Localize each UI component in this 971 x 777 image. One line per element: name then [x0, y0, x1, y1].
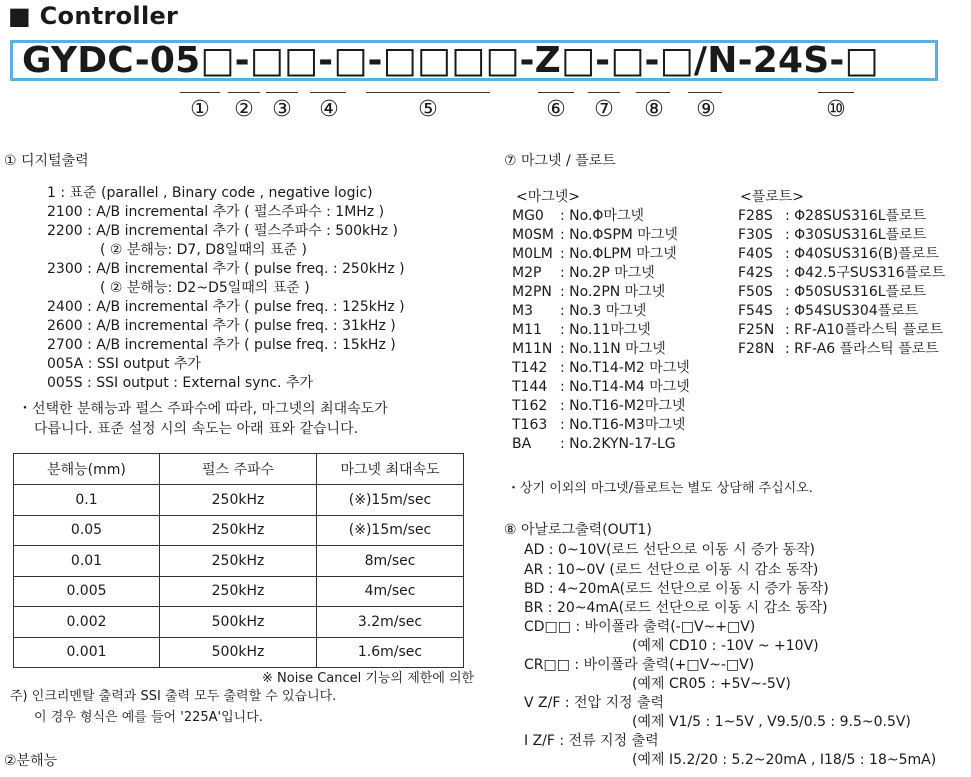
- position-number: ⑥: [546, 97, 566, 122]
- position-number: ①: [190, 97, 210, 122]
- section-heading-magnet-float: ⑦ 마그넷 / 플로트: [504, 153, 616, 169]
- float-desc: : RF-A6 플라스틱 플로트: [785, 341, 939, 357]
- output-option: 005S : SSI output : External sync. 추가: [47, 375, 314, 391]
- magnet-code: T162: [512, 398, 548, 414]
- float-desc: : Φ54SUS304플로트: [785, 303, 919, 319]
- analog-option: CR□□ : 바이폴라 출력(+□V~-□V): [524, 657, 755, 673]
- magnet-code: MG0: [512, 208, 544, 224]
- magnet-code: M2PN: [512, 284, 552, 300]
- table-cell: 0.1: [14, 485, 160, 516]
- position-number: ⑩: [826, 97, 846, 122]
- table-row: [14, 637, 464, 668]
- speed-note: 다릅니다. 표준 설정 시의 속도는 아래 표와 같습니다.: [34, 421, 359, 437]
- float-desc: : Φ28SUS316L플로트: [785, 208, 927, 224]
- magnet-desc: : No.2PN 마그넷: [560, 284, 666, 300]
- table-row: [14, 607, 464, 638]
- magnet-list-title: <마그넷>: [516, 189, 581, 205]
- magnet-code: M3: [512, 303, 533, 319]
- output-option: 2400 : A/B incremental 추가 ( pulse freq. : 125kHz ): [47, 299, 405, 315]
- analog-option: I Z/F : 전류 지정 출력: [524, 733, 659, 749]
- section-heading-analog-output: ⑧ 아날로그출력(OUT1): [504, 522, 652, 538]
- output-option: 2600 : A/B incremental 추가 ( pulse freq. : 31kHz ): [47, 318, 396, 334]
- analog-example: (예제 V1/5 : 1~5V , V9.5/0.5 : 9.5~0.5V): [632, 714, 911, 730]
- output-option-note: ( ② 분해능: D2~D5일때의 표준 ): [100, 280, 310, 296]
- code-underline: [310, 92, 346, 93]
- float-code: F30S: [738, 227, 773, 243]
- magnet-code: M2P: [512, 265, 542, 281]
- table-cell: 0.05: [14, 515, 160, 546]
- speed-note: ・선택한 분해능과 펄스 주파수에 따라, 마그넷의 최대속도가: [18, 401, 388, 417]
- output-option: 2100 : A/B incremental 추가 ( 펄스주파수 : 1MHz ): [47, 204, 385, 220]
- table-row: [14, 576, 464, 607]
- analog-option: V Z/F : 전압 지정 출력: [524, 695, 665, 711]
- magnet-note: ・상기 이외의 마그넷/플로트는 별도 상담해 주십시오.: [507, 481, 813, 496]
- table-row: [14, 485, 464, 516]
- table-header-row: [14, 454, 464, 485]
- magnet-code: BA: [512, 436, 532, 452]
- float-list-title: <플로트>: [740, 189, 805, 205]
- table-cell: 250kHz: [160, 546, 317, 577]
- table-cell: (※)15m/sec: [317, 515, 464, 546]
- table-cell: 4m/sec: [317, 576, 464, 607]
- code-underline: [366, 92, 490, 93]
- analog-example: (예제 CD10 : -10V ~ +10V): [632, 638, 819, 654]
- code-underline: [180, 92, 220, 93]
- float-desc: : RF-A10플라스틱 플로트: [785, 322, 944, 338]
- magnet-desc: : No.2P 마그넷: [560, 265, 655, 281]
- output-option: 1 : 표준 (parallel , Binary code , negative logic): [47, 185, 373, 201]
- code-underline: [266, 92, 298, 93]
- magnet-desc: : No.ΦSPM 마그넷: [560, 227, 678, 243]
- float-desc: : Φ40SUS316(B)플로트: [785, 246, 939, 262]
- position-number: ⑤: [418, 97, 438, 122]
- magnet-code: M0LM: [512, 246, 553, 262]
- float-desc: : Φ30SUS316L플로트: [785, 227, 927, 243]
- table-cell: 0.002: [14, 607, 160, 638]
- analog-option: AD : 0~10V(로드 선단으로 이동 시 증가 동작): [524, 542, 815, 558]
- magnet-desc: : No.T14-M4 마그넷: [560, 379, 690, 395]
- table-header: 분해능(mm): [14, 454, 160, 485]
- position-number: ⑨: [696, 97, 716, 122]
- magnet-desc: : No.Φ마그넷: [560, 208, 645, 224]
- output-option: 2200 : A/B incremental 추가 ( 펄스주파수 : 500kHz ): [47, 223, 398, 239]
- magnet-desc: : No.2KYN-17-LG: [560, 436, 676, 452]
- position-number: ③: [272, 97, 292, 122]
- analog-option: AR : 10~0V (로드 선단으로 이동 시 감소 동작): [524, 562, 819, 578]
- code-underline: [588, 92, 620, 93]
- table-cell: 250kHz: [160, 485, 317, 516]
- float-code: F25N: [738, 322, 775, 338]
- float-desc: : Φ50SUS316L플로트: [785, 284, 927, 300]
- float-code: F50S: [738, 284, 773, 300]
- float-code: F42S: [738, 265, 773, 281]
- table-cell: 1.6m/sec: [317, 637, 464, 668]
- magnet-desc: : No.T16-M2마그넷: [560, 398, 686, 414]
- magnet-desc: : No.11마그넷: [560, 322, 651, 338]
- table-cell: (※)15m/sec: [317, 485, 464, 516]
- page-title: ■ Controller: [8, 2, 179, 30]
- output-option-note: ( ② 분해능: D7, D8일때의 표준 ): [100, 242, 307, 258]
- table-cell: 500kHz: [160, 637, 317, 668]
- section-heading-resolution: ②분해능: [4, 753, 58, 769]
- float-code: F28N: [738, 341, 775, 357]
- magnet-code: M0SM: [512, 227, 554, 243]
- analog-option: BR : 20~4mA(로드 선단으로 이동 시 감소 동작): [524, 600, 828, 616]
- float-desc: : Φ42.5구SUS316플로트: [785, 265, 946, 281]
- position-number: ④: [319, 97, 339, 122]
- table-cell: 0.005: [14, 576, 160, 607]
- code-underline: [636, 92, 670, 93]
- table-cell: 0.01: [14, 546, 160, 577]
- magnet-code: T144: [512, 379, 548, 395]
- analog-example: (예제 CR05 : +5V~-5V): [632, 676, 791, 692]
- model-code: GYDC-05□-□□-□-□□□□-Z□-□-□/N-24S-□: [22, 40, 879, 81]
- table-cell: 0.001: [14, 637, 160, 668]
- speed-table: [13, 453, 464, 668]
- analog-option: CD□□ : 바이폴라 출력(-□V~+□V): [524, 619, 756, 635]
- output-option: 005A : SSI output 추가: [47, 356, 201, 372]
- output-option: 2700 : A/B incremental 추가 ( pulse freq. : 15kHz ): [47, 337, 396, 353]
- code-underline: [228, 92, 260, 93]
- table-cell: 250kHz: [160, 576, 317, 607]
- position-number: ②: [234, 97, 254, 122]
- magnet-code: T142: [512, 360, 548, 376]
- magnet-code: M11N: [512, 341, 553, 357]
- section-heading-digital-output: ① 디지털출력: [4, 153, 89, 169]
- note-line: 이 경우 형식은 예를 들어 '225A'입니다.: [34, 710, 263, 725]
- magnet-desc: : No.T14-M2 마그넷: [560, 360, 690, 376]
- magnet-code: T163: [512, 417, 548, 433]
- table-cell: 500kHz: [160, 607, 317, 638]
- magnet-desc: : No.11N 마그넷: [560, 341, 666, 357]
- magnet-desc: : No.3 마그넷: [560, 303, 647, 319]
- table-cell: 3.2m/sec: [317, 607, 464, 638]
- position-number: ⑦: [594, 97, 614, 122]
- float-code: F54S: [738, 303, 773, 319]
- analog-option: BD : 4~20mA(로드 선단으로 이동 시 증가 동작): [524, 581, 829, 597]
- table-cell: 250kHz: [160, 515, 317, 546]
- table-footnote: ※ Noise Cancel 기능의 제한에 의한: [262, 671, 475, 686]
- float-code: F28S: [738, 208, 773, 224]
- position-number: ⑧: [644, 97, 664, 122]
- table-header: 마그넷 최대속도: [317, 454, 464, 485]
- magnet-desc: : No.T16-M3마그넷: [560, 417, 686, 433]
- table-row: [14, 546, 464, 577]
- output-option: 2300 : A/B incremental 추가 ( pulse freq. : 250kHz ): [47, 261, 405, 277]
- code-underline: [688, 92, 722, 93]
- table-header: 펄스 주파수: [160, 454, 317, 485]
- table-row: [14, 515, 464, 546]
- table-cell: 8m/sec: [317, 546, 464, 577]
- code-underline: [538, 92, 574, 93]
- note-line: 주) 인크리멘탈 출력과 SSI 출력 모두 출력할 수 있습니다.: [10, 689, 337, 704]
- magnet-code: M11: [512, 322, 542, 338]
- float-code: F40S: [738, 246, 773, 262]
- code-underline: [818, 92, 854, 93]
- magnet-desc: : No.ΦLPM 마그넷: [560, 246, 677, 262]
- analog-example: (예제 I5.2/20 : 5.2~20mA , I18/5 : 18~5mA): [632, 752, 937, 768]
